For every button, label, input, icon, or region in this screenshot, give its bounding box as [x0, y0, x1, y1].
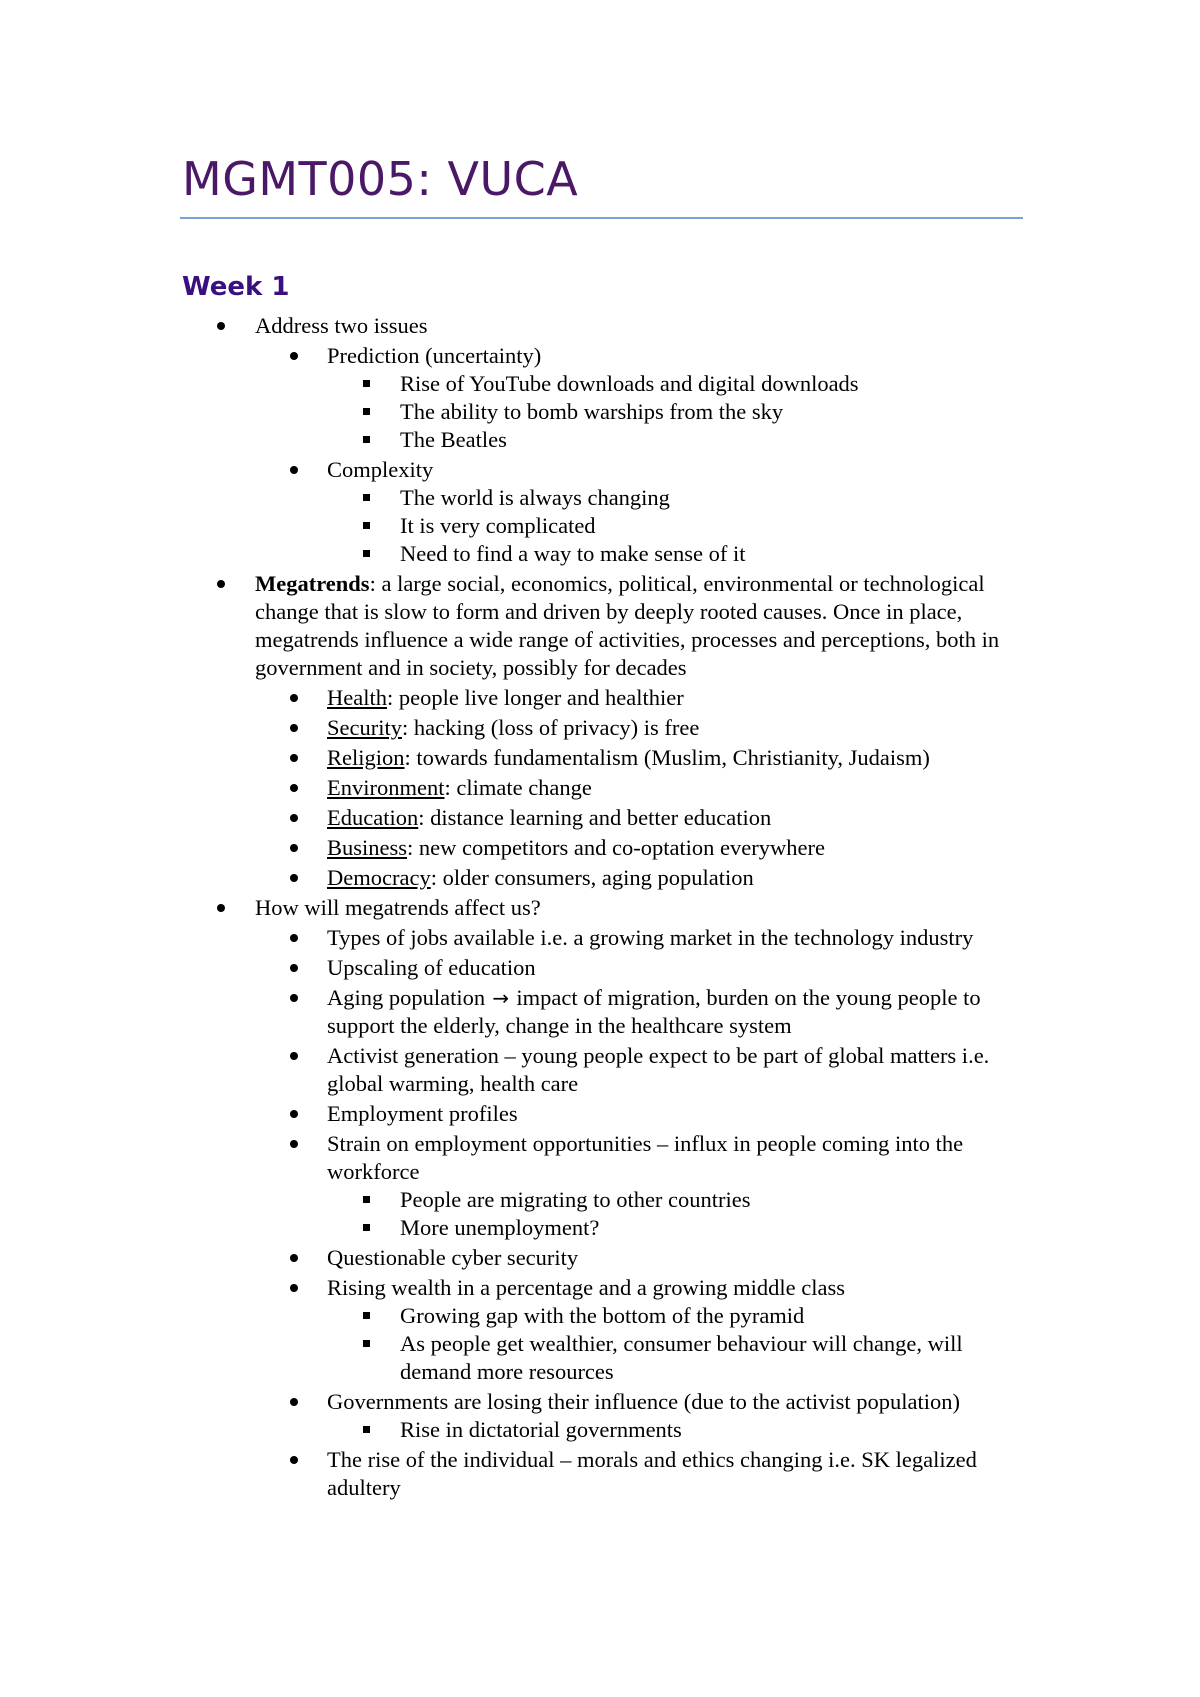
- megatrend-description: : distance learning and better education: [418, 805, 772, 830]
- list-item-text: Strain on employment opportunities – influx in people coming into the workforce: [327, 1131, 964, 1184]
- bullet-icon: [290, 1130, 298, 1158]
- list-item-text: The ability to bomb warships from the sky: [400, 399, 784, 424]
- list-item: [0, 312, 1021, 340]
- bullet-icon: [290, 924, 298, 952]
- bullet-icon: [290, 954, 298, 982]
- bullet-icon: [217, 312, 225, 340]
- list-item: [0, 1416, 1021, 1444]
- square-bullet-icon: [363, 1214, 370, 1242]
- bullet-icon: [290, 456, 298, 484]
- list-item-text: Complexity: [327, 457, 434, 482]
- list-item: [0, 984, 1021, 1040]
- list-item: [0, 398, 1021, 426]
- square-bullet-icon: [363, 1416, 370, 1444]
- bullet-icon: [290, 342, 298, 370]
- list-item: [0, 570, 1021, 682]
- list-item: [0, 456, 1021, 484]
- megatrend-description: : towards fundamentalism (Muslim, Christianity, Judaism): [404, 745, 930, 770]
- megatrend-term: Religion: [327, 745, 405, 770]
- megatrend-term: Security: [327, 715, 402, 740]
- list-item: [0, 512, 1021, 540]
- list-item-text: The Beatles: [400, 427, 507, 452]
- megatrend-term: Business: [327, 835, 408, 860]
- megatrends-definition: : a large social, economics, political, environmental or technological change that is slow to form and driven by deeply rooted causes. Once in place, megatrends influence a wide range of activities, processes and perceptions, both in government and in society, possibly for decades: [255, 571, 1000, 680]
- list-item-text: Rise in dictatorial governments: [400, 1417, 682, 1442]
- list-item-text: Upscaling of education: [327, 955, 536, 980]
- list-item-text: impact of migration, burden on the young people to support the elderly, change in the healthcare system: [327, 985, 981, 1038]
- list-item: [0, 744, 1021, 772]
- square-bullet-icon: [363, 484, 370, 512]
- list-item-text: Activist generation – young people expect to be part of global matters i.e. global warming, health care: [327, 1043, 990, 1096]
- list-item-text: Questionable cyber security: [327, 1245, 579, 1270]
- megatrend-term: Democracy: [327, 865, 431, 890]
- list-item: [0, 1274, 1021, 1302]
- list-item: [0, 714, 1021, 742]
- list-item-text: As people get wealthier, consumer behaviour will change, will demand more resources: [400, 1331, 963, 1384]
- megatrend-description: : people live longer and healthier: [386, 685, 684, 710]
- list-item-text: The world is always changing: [400, 485, 670, 510]
- arrow-right-icon: →: [492, 986, 510, 1010]
- list-item: [0, 924, 1021, 952]
- square-bullet-icon: [363, 1302, 370, 1330]
- list-item-text: Need to find a way to make sense of it: [400, 541, 746, 566]
- square-bullet-icon: [363, 398, 370, 426]
- bullet-icon: [290, 714, 298, 742]
- bullet-icon: [290, 1388, 298, 1416]
- square-bullet-icon: [363, 426, 370, 454]
- list-item: [0, 1244, 1021, 1272]
- notes-list: [0, 310, 1200, 1502]
- list-item: [0, 1100, 1021, 1128]
- bullet-icon: [290, 1446, 298, 1474]
- list-item: [0, 1330, 1021, 1386]
- list-item: [0, 684, 1021, 712]
- megatrend-term: Education: [327, 805, 419, 830]
- list-item: [0, 1302, 1021, 1330]
- bullet-icon: [290, 1100, 298, 1128]
- page-title: MGMT005: VUCA: [182, 152, 579, 206]
- bullet-icon: [290, 984, 298, 1012]
- square-bullet-icon: [363, 1330, 370, 1358]
- bullet-icon: [290, 804, 298, 832]
- list-item: [0, 774, 1021, 802]
- square-bullet-icon: [363, 540, 370, 568]
- section-heading-week-1: Week 1: [182, 272, 290, 302]
- list-item: [0, 540, 1021, 568]
- bullet-icon: [290, 864, 298, 892]
- bullet-icon: [290, 1244, 298, 1272]
- list-item: [0, 954, 1021, 982]
- list-item-text: Rising wealth in a percentage and a growing middle class: [327, 1275, 845, 1300]
- bullet-icon: [290, 744, 298, 772]
- list-item: [0, 1446, 1021, 1502]
- list-item-text: It is very complicated: [400, 513, 596, 538]
- bullet-icon: [290, 774, 298, 802]
- list-item: [0, 804, 1021, 832]
- list-item-text: People are migrating to other countries: [400, 1187, 751, 1212]
- list-item: [0, 864, 1021, 892]
- list-item-text: Governments are losing their influence (due to the activist population): [327, 1389, 960, 1414]
- megatrends-term: Megatrends: [255, 571, 370, 596]
- list-item: [0, 370, 1021, 398]
- list-item-text: Employment profiles: [327, 1101, 518, 1126]
- list-item: [0, 1186, 1021, 1214]
- title-divider: [180, 217, 1023, 219]
- bullet-icon: [290, 1042, 298, 1070]
- list-item: [0, 1042, 1021, 1098]
- list-item: [0, 484, 1021, 512]
- list-item-text: Rise of YouTube downloads and digital downloads: [400, 371, 859, 396]
- square-bullet-icon: [363, 1186, 370, 1214]
- list-item-text: Types of jobs available i.e. a growing market in the technology industry: [327, 925, 974, 950]
- megatrend-description: : new competitors and co-optation everywhere: [407, 835, 825, 860]
- megatrend-term: Environment: [327, 775, 445, 800]
- megatrend-term: Health: [327, 685, 387, 710]
- list-item-text: Growing gap with the bottom of the pyramid: [400, 1303, 805, 1328]
- bullet-icon: [217, 894, 225, 922]
- bullet-icon: [290, 684, 298, 712]
- list-item: [0, 1388, 1021, 1416]
- list-item-text: Address two issues: [255, 313, 428, 338]
- list-item: [0, 834, 1021, 862]
- megatrend-description: : hacking (loss of privacy) is free: [401, 715, 700, 740]
- bullet-icon: [290, 834, 298, 862]
- list-item: [0, 1130, 1021, 1186]
- square-bullet-icon: [363, 370, 370, 398]
- list-item: [0, 426, 1021, 454]
- list-item-text: Aging population: [327, 985, 486, 1010]
- list-item-text: More unemployment?: [400, 1215, 600, 1240]
- list-item: [0, 894, 1021, 922]
- megatrend-description: : climate change: [444, 775, 592, 800]
- bullet-icon: [217, 570, 225, 598]
- list-item-text: How will megatrends affect us?: [255, 895, 541, 920]
- list-item-text: Prediction (uncertainty): [327, 343, 542, 368]
- bullet-icon: [290, 1274, 298, 1302]
- list-item: [0, 342, 1021, 370]
- megatrend-description: : older consumers, aging population: [430, 865, 754, 890]
- list-item: [0, 1214, 1021, 1242]
- list-item-text: The rise of the individual – morals and ethics changing i.e. SK legalized adultery: [327, 1447, 977, 1500]
- square-bullet-icon: [363, 512, 370, 540]
